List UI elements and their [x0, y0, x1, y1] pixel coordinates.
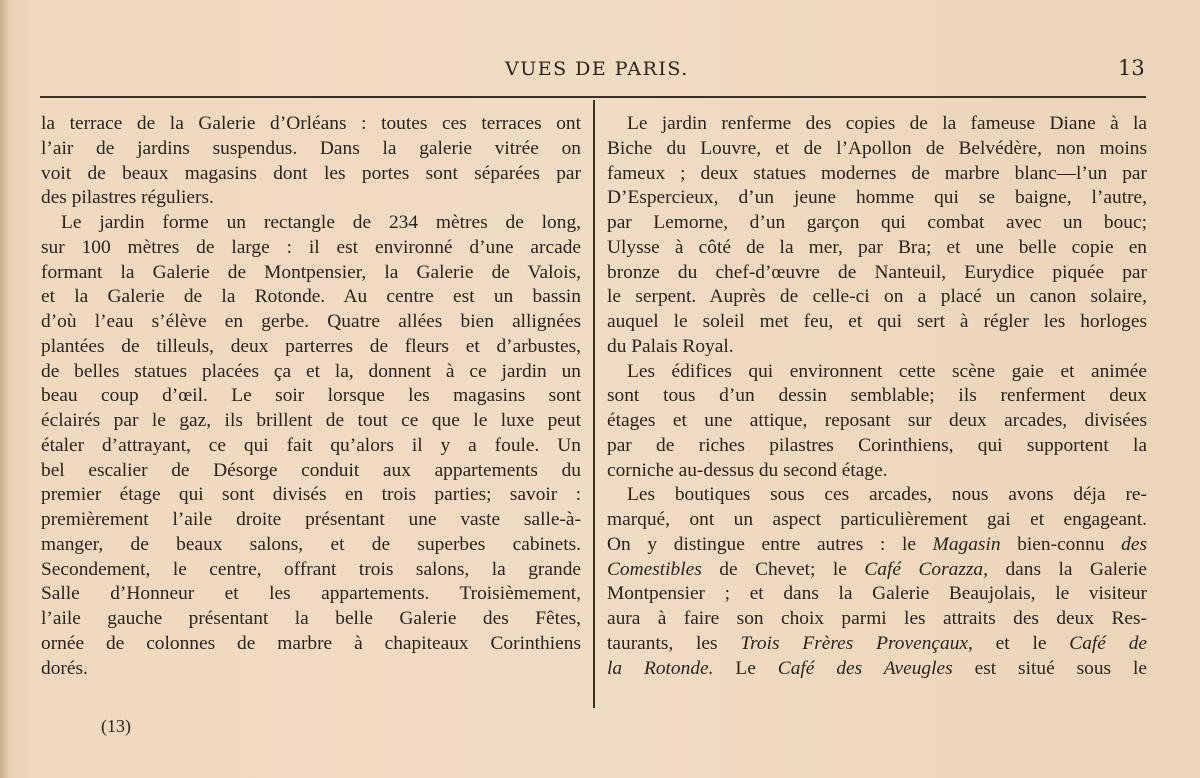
- text-line: D’Espercieux, d’un jeune homme qui se baigne, l’autre,: [607, 187, 1147, 209]
- text-line: l’aile gauche présentant la belle Galerie des Fêtes,: [41, 608, 581, 629]
- text-line: d’où l’eau s’élève en gerbe. Quatre allées bien allignées: [41, 311, 581, 332]
- text-line: Salle d’Honneur et les appartements. Troisièmement,: [41, 583, 581, 605]
- text-line: Le jardin forme un rectangle de 234 mètres de long,: [61, 212, 581, 233]
- text-line: ornée de colonnes de marbre à chapiteaux Corinthiens: [41, 632, 581, 654]
- text-run: On y distingue entre autres : le: [607, 533, 933, 555]
- text-run: Le: [713, 657, 778, 679]
- text-run: est situé sous le: [952, 657, 1148, 679]
- text-line: Montpensier ; et dans la Galerie Beaujolais, le visiteur: [607, 583, 1147, 605]
- text-line: [607, 533, 1147, 558]
- text-line: marqué, ont un aspect particulièrement gai et engageant.: [607, 509, 1147, 530]
- text-line: de belles statues placées ça et la, donnent à ce jardin un: [41, 360, 581, 382]
- text-line: Les édifices qui environnent cette scène gaie et animée: [627, 360, 1147, 382]
- text-line: étages et une attique, reposant sur deux arcades, divisées: [607, 410, 1147, 431]
- text-line: [607, 657, 1147, 682]
- header-rule: [40, 96, 1146, 98]
- text-line: Biche du Louvre, et de l’Apollon de Belvédère, non moins: [607, 137, 1147, 159]
- text-run: taurants, les: [607, 632, 741, 654]
- text-line: par Lemorne, d’un garçon qui combat avec un bouc;: [607, 212, 1147, 233]
- text-line: sont tous d’un dessin semblable; ils renferment deux: [607, 385, 1147, 407]
- text-line: beau coup d’œil. Le soir lorsque les magasins sont: [41, 385, 581, 407]
- text-line: formant la Galerie de Montpensier, la Galerie de Valois,: [41, 261, 581, 283]
- text-line: auquel le soleil met feu, et qui sert à régler les horloges: [607, 311, 1147, 332]
- text-run: et le: [972, 632, 1070, 654]
- text-line: bronze du chef-d’œuvre de Nanteuil, Eurydice piquée par: [607, 261, 1147, 283]
- page-edge-shadow: [0, 0, 8, 778]
- italic-run: la Rotonde.: [607, 657, 714, 679]
- text-line: et la Galerie de la Rotonde. Au centre est un bassin: [41, 286, 581, 308]
- text-line: dorés.: [41, 657, 88, 679]
- italic-run: Comestibles: [607, 558, 702, 580]
- text-line: Secondement, le centre, offrant trois salons, la grande: [41, 558, 581, 580]
- page-number: 13: [1118, 56, 1145, 80]
- text-line: des pilastres réguliers.: [41, 187, 214, 209]
- text-line: du Palais Royal.: [607, 335, 734, 357]
- text-line: étaler d’attrayant, ce qui fait qu’alors il y a foule. Un: [41, 434, 581, 456]
- text-line: l’air de jardins suspendus. Dans la galerie vitrée on: [41, 137, 581, 159]
- text-line: manger, de beaux salons, et de superbes cabinets.: [41, 533, 581, 555]
- text-line: Les boutiques sous ces arcades, nous avons déja re-: [627, 484, 1147, 506]
- text-line: [607, 632, 1147, 657]
- left-column: [41, 112, 581, 681]
- text-run: dans la Galerie: [987, 558, 1148, 580]
- text-line: fameux ; deux statues modernes de marbre blanc—l’un par: [607, 162, 1147, 184]
- italic-run: des: [1121, 533, 1147, 555]
- column-divider: [593, 100, 595, 708]
- text-line: bel escalier de Désorge conduit aux appartements du: [41, 459, 581, 481]
- running-title: VUES DE PARIS.: [505, 58, 689, 80]
- text-line: voit de beaux magasins dont les portes sont séparées par: [41, 162, 581, 184]
- text-line: le serpent. Auprès de celle-ci on a placé un canon solaire,: [607, 286, 1147, 308]
- text-line: plantées de tilleuls, deux parterres de fleurs et d’arbustes,: [41, 335, 581, 357]
- text-line: premier étage qui sont divisés en trois parties; savoir :: [41, 484, 581, 506]
- text-line: Le jardin renferme des copies de la fameuse Diane à la: [627, 113, 1147, 134]
- italic-run: Café de: [1069, 632, 1147, 654]
- text-line: sur 100 mètres de large : il est environné d’une arcade: [41, 236, 581, 258]
- text-line: corniche au-dessus du second étage.: [607, 459, 888, 481]
- italic-run: Trois Frères Provençaux,: [740, 632, 973, 654]
- italic-run: Café Corazza,: [864, 558, 988, 580]
- signature-mark: (13): [101, 716, 131, 736]
- text-run: bien-connu: [1000, 533, 1122, 555]
- italic-run: Café des Aveugles: [777, 657, 953, 679]
- italic-run: Magasin: [932, 533, 1001, 555]
- text-line: éclairés par le gaz, ils brillent de tout ce que le luxe peut: [41, 410, 581, 431]
- right-column: [607, 112, 1147, 681]
- text-line: [607, 558, 1147, 583]
- text-line: Ulysse à côté de la mer, par Bra; et une belle copie en: [607, 236, 1147, 258]
- text-line: aura à faire son choix parmi les attraits des deux Res-: [607, 608, 1147, 629]
- text-line: par de riches pilastres Corinthiens, qui supportent la: [607, 434, 1147, 456]
- text-line: la terrace de la Galerie d’Orléans : toutes ces terraces ont: [41, 113, 581, 134]
- text-run: de Chevet; le: [701, 558, 865, 580]
- text-line: premièrement l’aile droite présentant une vaste salle-à-: [41, 509, 581, 530]
